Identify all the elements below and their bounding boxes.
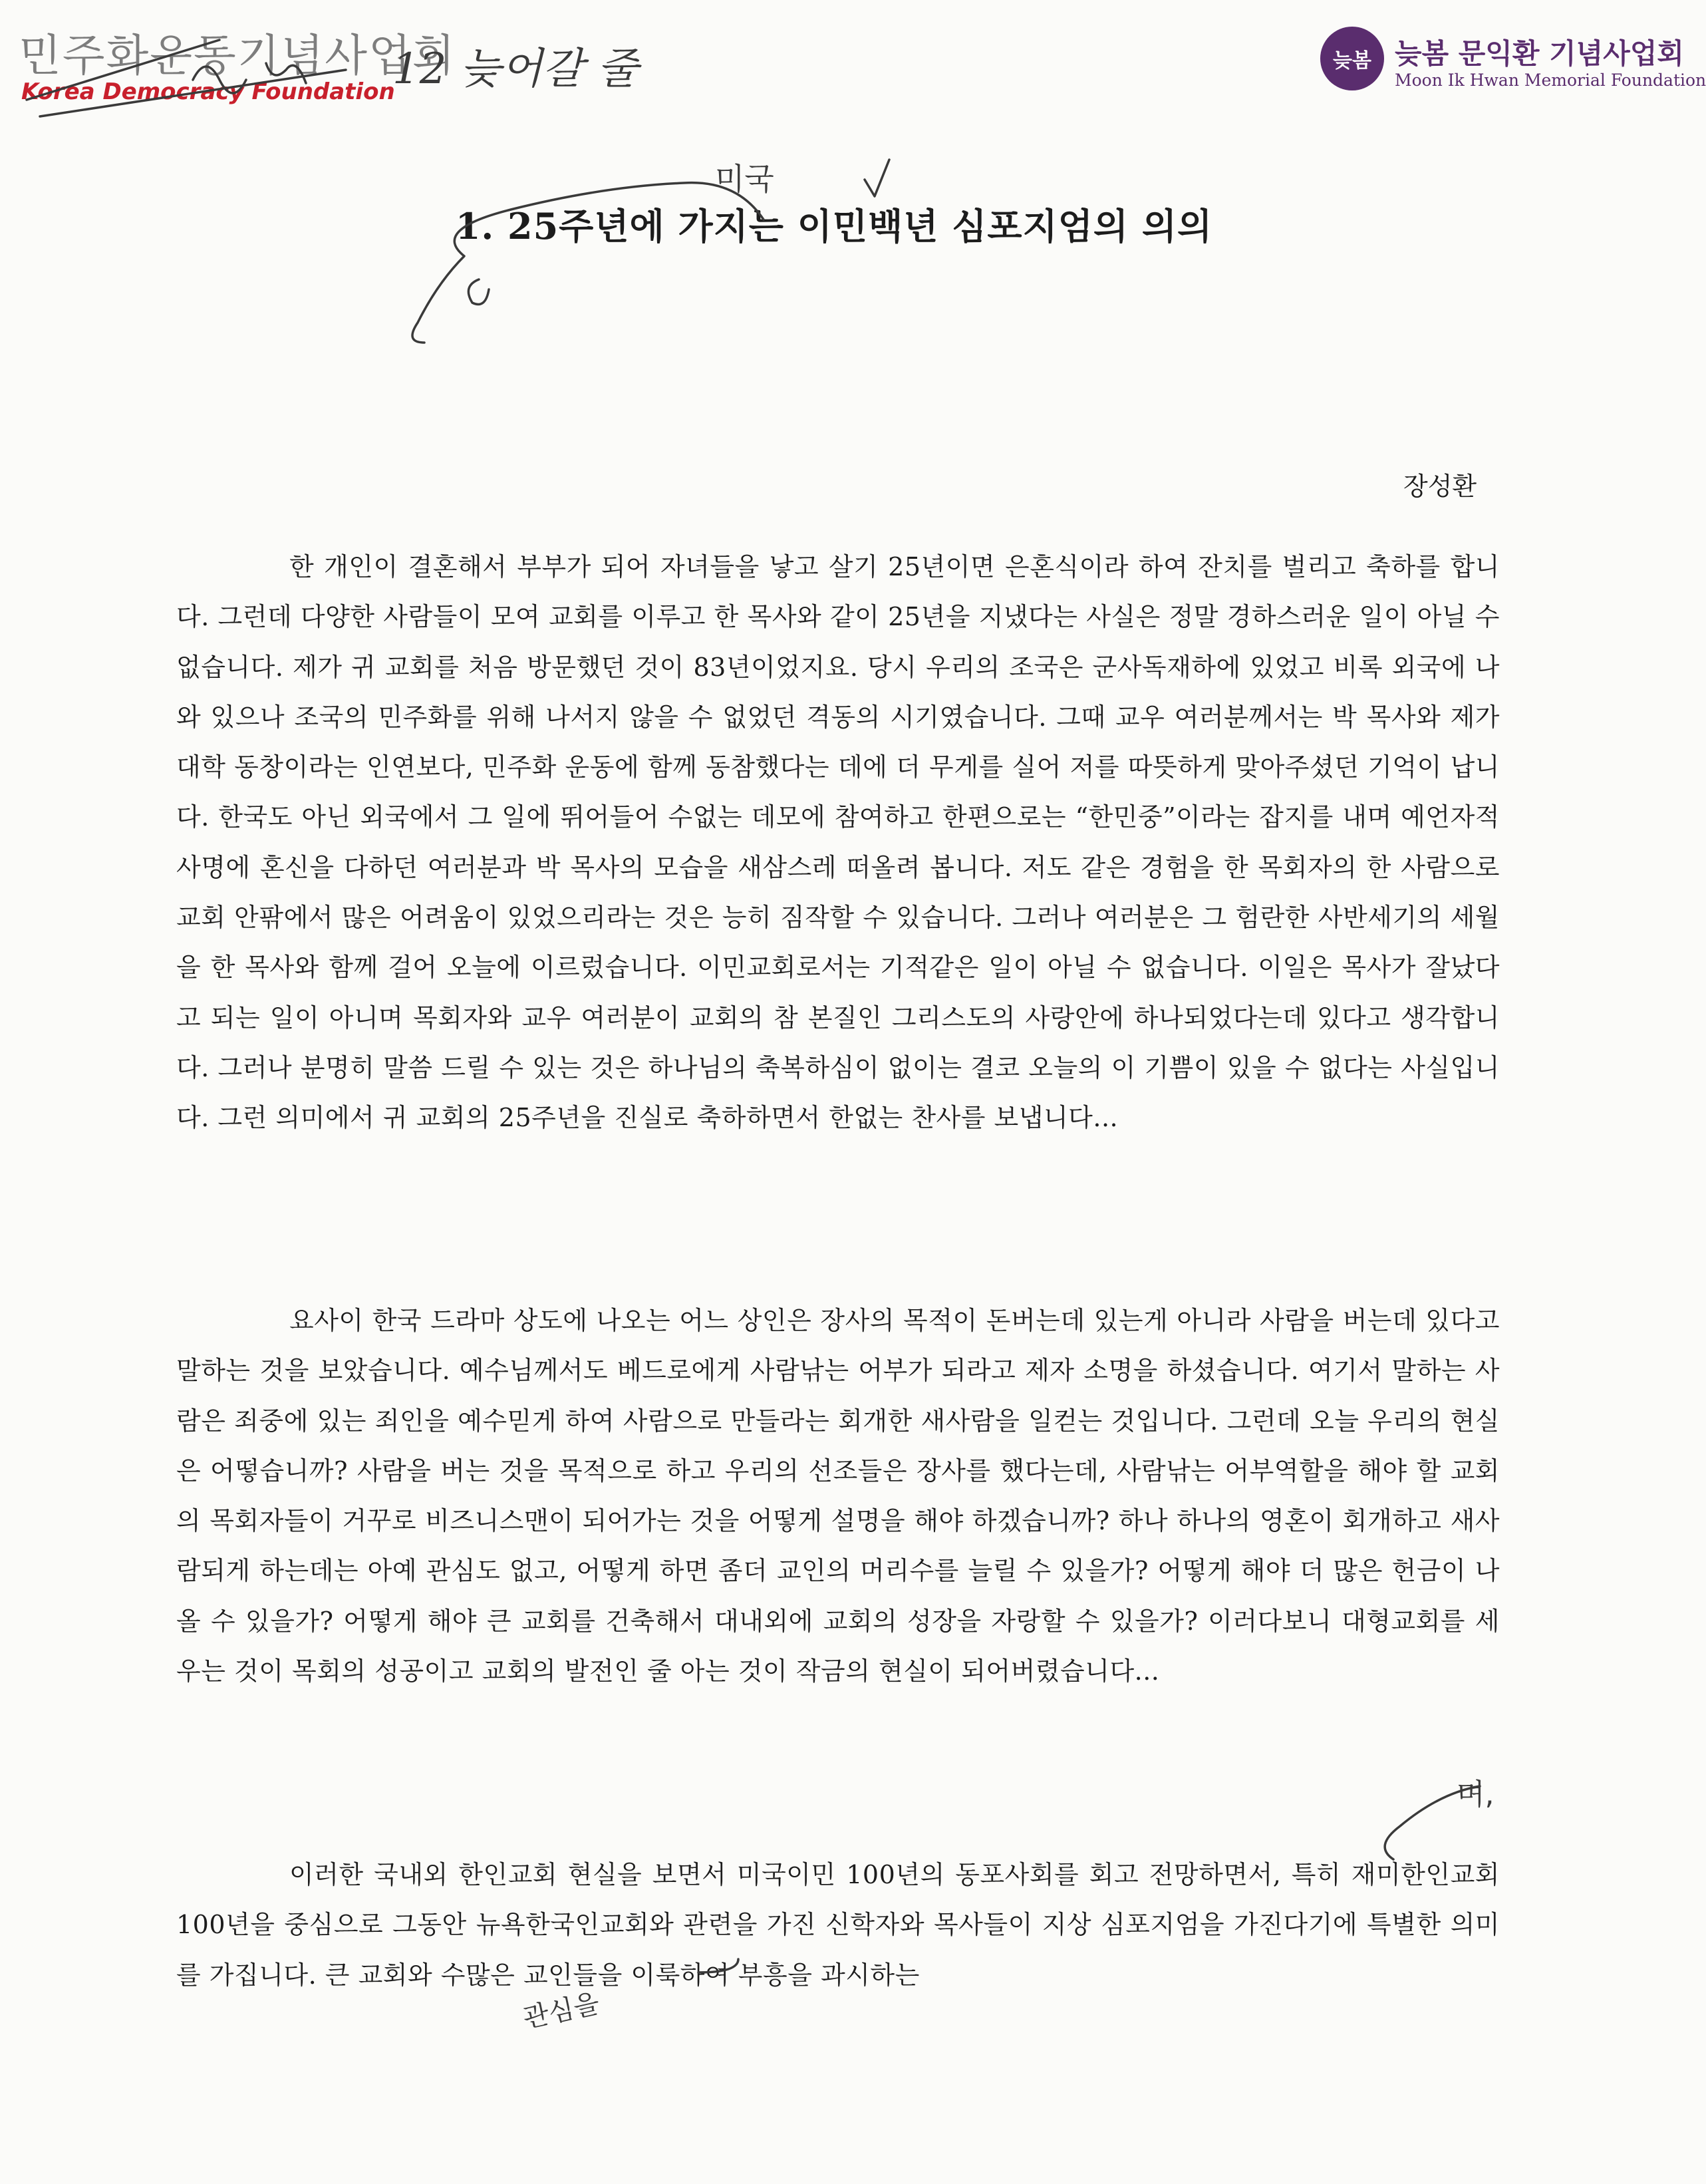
author-name: 장성환 <box>1403 472 1477 501</box>
bottom-note-text: 관심을 <box>520 1988 603 2034</box>
left-logo-english: Korea Democracy Foundation <box>21 78 395 105</box>
bottom-note-annotation <box>521 1959 738 2034</box>
title-insert-text: 미국 <box>715 161 774 197</box>
right-logo-korean: 늦봄 문익환 기념사업회 <box>1395 37 1684 70</box>
document-title: 1. 25주년에 가지는 이민백년 심포지엄의 의의 <box>455 205 1213 247</box>
margin-note-annotation <box>1385 1778 1494 1859</box>
body-paragraph-1: 한 개인이 결혼해서 부부가 되어 자녀들을 낳고 살기 25년이면 은혼식이라 하여 잔치를 벌리고 축하를 합니다. 그런데 다양한 사람들이 모여 교회를 이루고 한 목사와 같이 25년을 지냈다는 사실은 정말 경하스러운 일이 아닐 수 없습니다. 제가 귀 교회를 처음 방문했던 것이 83년이었지요. 당시 우리의 조국은 군사독재하에 있었고 비록 외국에 나와 있으나 조국의 민주화를 위해 나서지 않을 수 없었던 격동의 시기였습니다. 그때 교우 여러분께서는 박 목사와 제가 대학 동창이라는 인연보다, 민주화 운동에 함께 동참했다는 데에 더 무게를 실어 저를 따뜻하게 맞아주셨던 기억이 납니다. 한국도 아닌 외국에서 그 일에 뛰어들어 수없는 데모에 참여하고 한편으로는 “한민중”이라는 잡지를 내며 예언자적 사명에 혼신을 다하던 여러분과 박 목사의 모습을 새삼스레 떠올려 봅니다. 저도 같은 경험을 한 목회자의 한 사람으로 교회 안팎에서 많은 어려움이 있었으리라는 것은 능히 짐작할 수 있습니다. 그러나 여러분은 그 험란한 사반세기의 세월을 한 목사와 함께 걸어 오늘에 이르렀습니다. 이민교회로서는 기적같은 일이 아닐 수 없습니다. 이일은 목사가 잘났다고 되는 일이 아니며 목회자와 교우 여러분이 교회의 참 본질인 그리스도의 사랑안에 하나되었다는데 있다고 생각합니다. 그러나 분명히 말씀 드릴 수 있는 것은 하나님의 축복하심이 없이는 결코 오늘의 이 기쁨이 있을 수 없다는 사실입니다. 그런 의미에서 귀 교회의 25주년을 진실로 축하하면서 한없는 찬사를 보냅니다... <box>176 552 1500 1133</box>
title-insert-mark <box>412 160 889 343</box>
body-paragraph-2: 요사이 한국 드라마 상도에 나오는 어느 상인은 장사의 목적이 돈버는데 있는게 아니라 사람을 버는데 있다고 말하는 것을 보았습니다. 예수님께서도 베드로에게 사람낚는 어부가 되라고 제자 소명을 하셨습니다. 여기서 말하는 사람은 죄중에 있는 죄인을 예수믿게 하여 사람으로 만들라는 회개한 새사람을 일컫는 것입니다. 그런데 오늘 우리의 현실은 어떻습니까? 사람을 버는 것을 목적으로 하고 우리의 선조들은 장사를 했다는데, 사람낚는 어부역할을 해야 할 교회의 목회자들이 거꾸로 비즈니스맨이 되어가는 것을 어떻게 설명을 해야 하겠습니까? 하나 하나의 영혼이 회개하고 새사람되게 하는데는 아예 관심도 없고, 어떻게 하면 좀더 교인의 머리수를 늘릴 수 있을가? 어떻게 해야 더 많은 헌금이 나올 수 있을가? 어떻게 해야 큰 교회를 건축해서 대내외에 교회의 성장을 자랑할 수 있을가? 이러다보니 대형교회를 세우는 것이 목회의 성공이고 교회의 발전인 줄 아는 것이 작금의 현실이 되어버렸습니다... <box>176 1306 1500 1686</box>
seal-text: 늦봄 <box>1333 49 1371 73</box>
top-note-text: 12 늦어갈 줄 <box>392 45 639 94</box>
top-scribble-annotation <box>27 40 642 116</box>
right-logo-english: Moon Ik Hwan Memorial Foundation <box>1395 71 1706 90</box>
left-logo-korean: 민주화운동기념사업회 <box>19 30 456 81</box>
margin-note-text: 며, <box>1457 1778 1494 1811</box>
body-paragraph-3: 이러한 국내외 한인교회 현실을 보면서 미국이민 100년의 동포사회를 회고 전망하면서, 특히 재미한인교회 100년을 중심으로 그동안 뉴욕한국인교회와 관련을 가진 신학자와 목사들이 지상 심포지엄을 가진다기에 특별한 의미를 가집니다. 큰 교회와 수많은 교인들을 이룩하여 부흥을 과시하는 <box>176 1860 1500 1990</box>
